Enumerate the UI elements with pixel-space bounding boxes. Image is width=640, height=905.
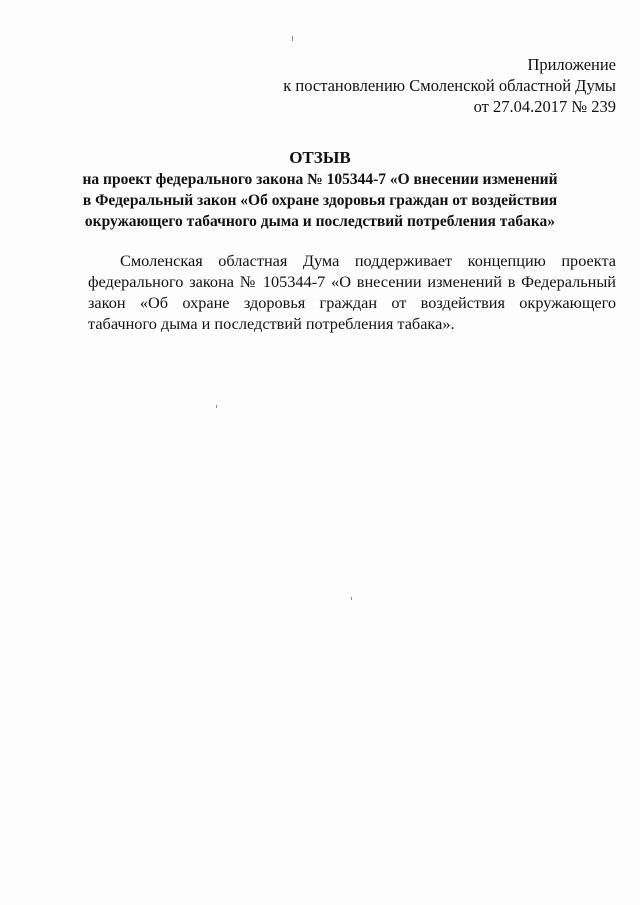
scan-speck — [292, 36, 293, 41]
appendix-date-number: от 27.04.2017 № 239 — [473, 97, 616, 116]
scan-speck — [351, 597, 352, 600]
appendix-block — [283, 54, 616, 117]
document-title — [40, 147, 600, 232]
title-line-2: в Федеральный закон «Об охране здоровья граждан от воздействия — [82, 192, 558, 209]
appendix-resolution: к постановлению Смоленской областной Думы — [283, 76, 616, 95]
appendix-label: Приложение — [527, 55, 616, 74]
title-line-3: окружающего табачного дыма и последствий потребления табака» — [84, 213, 556, 230]
scan-speck — [216, 405, 217, 408]
title-main: ОТЗЫВ — [289, 148, 351, 167]
body-paragraph: Смоленская областная Дума поддерживает концепцию проекта федерального закона № 105344-7 «О внесении изменений в Федеральный закон «Об охране здоровья граждан от воздействия окружающего табачного дыма и последствий потребления табака». — [88, 251, 616, 333]
title-line-1: на проект федерального закона № 105344-7 «О внесении изменений — [82, 171, 558, 188]
